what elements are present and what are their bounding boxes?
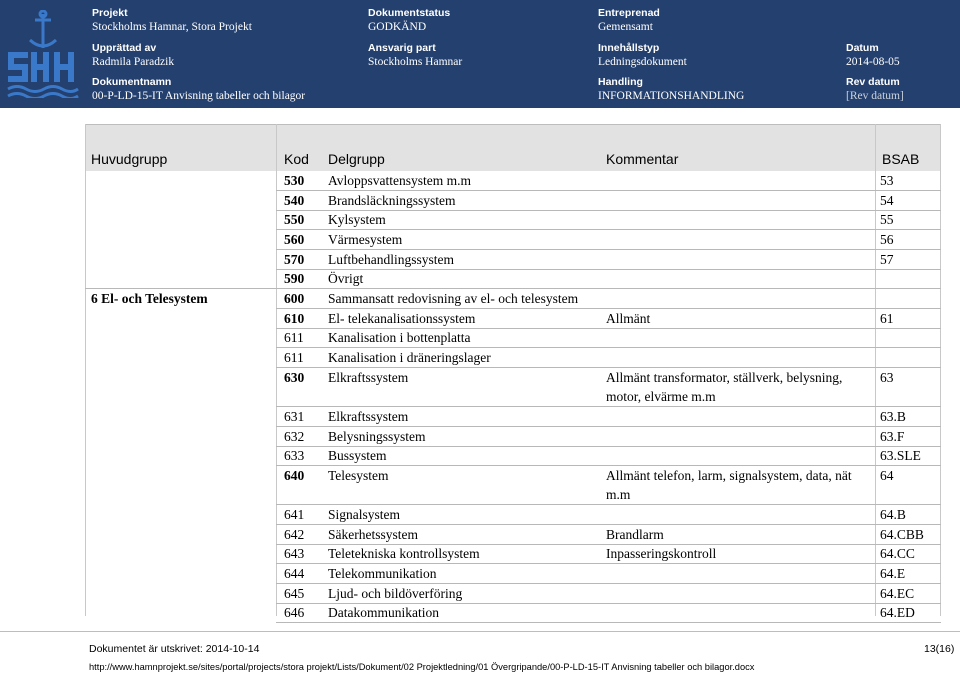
cell-delgrupp: Datakommunikation (328, 605, 439, 620)
table-row (85, 171, 941, 191)
field-upprattad-av (92, 41, 174, 70)
cell-delgrupp: Kanalisation i bottenplatta (328, 330, 471, 345)
cell-kod: 641 (284, 507, 305, 522)
cell-bsab: 64.CBB (880, 527, 924, 542)
header-kod: Kod (284, 151, 309, 167)
table-row (85, 289, 941, 309)
cell-kod: 642 (284, 527, 305, 542)
cell-bsab: 64 (880, 468, 894, 483)
header-delgrupp: Delgrupp (328, 151, 385, 167)
field-value: INFORMATIONSHANDLING (598, 90, 745, 102)
field-value: Gemensamt (598, 21, 653, 33)
cell-kod: 600 (284, 291, 305, 306)
cell-delgrupp: Sammansatt redovisning av el- och telesystem (328, 291, 579, 306)
table-row (85, 584, 941, 604)
row-divider (276, 622, 941, 623)
field-value: 2014-08-05 (846, 56, 900, 68)
cell-kod: 630 (284, 370, 305, 385)
field-value: GODKÄND (368, 21, 427, 33)
field-label: Innehållstyp (598, 42, 660, 54)
cell-kod: 590 (284, 271, 305, 286)
cell-kommentar: Allmänt (606, 311, 651, 326)
table-header (85, 124, 941, 171)
cell-kommentar: Inpasseringskontroll (606, 546, 717, 561)
field-datum (846, 41, 900, 70)
cell-bsab: 53 (880, 173, 894, 188)
table-row (85, 230, 941, 250)
header-kommentar: Kommentar (606, 151, 679, 167)
document-url: http://www.hamnprojekt.se/sites/portal/projects/stora projekt/Lists/Dokument/02 Projektledning/01 Övergripande/00-P-LD-15-IT Anvisning tabeller och bilagor.docx (89, 662, 755, 672)
table-row (85, 309, 941, 329)
cell-delgrupp: Brandsläckningssystem (328, 193, 456, 208)
cell-huvudgrupp: 6 El- och Telesystem (91, 291, 208, 306)
cell-delgrupp: Kanalisation i dräneringslager (328, 350, 491, 365)
cell-delgrupp: Bussystem (328, 448, 387, 463)
table-row (85, 368, 941, 407)
field-rev-datum (846, 75, 904, 104)
table-row (85, 505, 941, 525)
field-entreprenad (598, 6, 660, 35)
field-dokumentnamn (92, 75, 305, 104)
field-value: Radmila Paradzik (92, 56, 175, 68)
field-label: Datum (846, 42, 879, 54)
table-row (85, 544, 941, 564)
cell-bsab: 57 (880, 252, 894, 267)
table-row (85, 328, 941, 348)
cell-delgrupp: Telesystem (328, 468, 389, 483)
cell-delgrupp: Avloppsvattensystem m.m (328, 173, 471, 188)
cell-kod: 570 (284, 252, 305, 267)
footer-divider (0, 631, 960, 632)
field-innehallstyp (598, 41, 687, 70)
cell-delgrupp: Telekommunikation (328, 566, 437, 581)
cell-kod: 610 (284, 311, 305, 326)
cell-bsab: 61 (880, 311, 894, 326)
cell-delgrupp: Luftbehandlingssystem (328, 252, 454, 267)
cell-bsab: 55 (880, 212, 894, 227)
cell-delgrupp: Övrigt (328, 271, 364, 286)
cell-kommentar-line2: m.m (606, 487, 631, 502)
field-label: Ansvarig part (368, 42, 436, 54)
cell-delgrupp: Kylsystem (328, 212, 386, 227)
field-ansvarig-part (368, 41, 462, 70)
field-label: Dokumentstatus (368, 7, 451, 19)
cell-bsab: 63 (880, 370, 894, 385)
cell-kod: 644 (284, 566, 305, 581)
cell-bsab: 56 (880, 232, 894, 247)
field-handling (598, 75, 744, 104)
cell-kod: 645 (284, 586, 305, 601)
field-label: Handling (598, 76, 643, 88)
document-header (0, 0, 960, 108)
table-row (85, 210, 941, 230)
table-row (85, 466, 941, 505)
field-label: Rev datum (846, 76, 900, 88)
table-row (85, 269, 941, 289)
cell-kod: 632 (284, 429, 305, 444)
cell-delgrupp: Elkraftssystem (328, 370, 409, 385)
cell-bsab: 64.ED (880, 605, 915, 620)
field-value: Ledningsdokument (598, 56, 687, 68)
table-row (85, 427, 941, 447)
table-row (85, 250, 941, 270)
cell-kommentar: Allmänt transformator, ställverk, belysning, (606, 370, 843, 385)
cell-bsab: 64.B (880, 507, 906, 522)
field-value: [Rev datum] (846, 90, 904, 102)
print-date: Dokumentet är utskrivet: 2014-10-14 (89, 643, 260, 655)
cell-delgrupp: El- telekanalisationssystem (328, 311, 476, 326)
header-bsab: BSAB (882, 151, 920, 167)
cell-delgrupp: Elkraftssystem (328, 409, 409, 424)
cell-delgrupp: Signalsystem (328, 507, 401, 522)
field-value: 00-P-LD-15-IT Anvisning tabeller och bilagor (92, 90, 306, 102)
cell-kod: 643 (284, 546, 305, 561)
cell-delgrupp: Teletekniska kontrollsystem (328, 546, 480, 561)
table-row (85, 603, 941, 623)
cell-kod: 631 (284, 409, 305, 424)
cell-kommentar: Brandlarm (606, 527, 664, 542)
cell-kommentar: Allmänt telefon, larm, signalsystem, data, nät (606, 468, 852, 483)
field-label: Projekt (92, 7, 128, 19)
table-row (85, 191, 941, 211)
table-row (85, 446, 941, 466)
cell-bsab: 64.CC (880, 546, 915, 561)
cell-delgrupp: Ljud- och bildöverföring (328, 586, 463, 601)
cell-kod: 611 (284, 330, 304, 345)
cell-delgrupp: Belysningssystem (328, 429, 426, 444)
cell-kod: 640 (284, 468, 305, 483)
field-dokumentstatus (368, 6, 450, 35)
shh-logo (6, 10, 80, 98)
field-label: Dokumentnamn (92, 76, 172, 88)
cell-kod: 530 (284, 173, 305, 188)
field-value: Stockholms Hamnar (368, 56, 463, 68)
cell-bsab: 54 (880, 193, 894, 208)
cell-kod: 646 (284, 605, 305, 620)
cell-bsab: 64.E (880, 566, 906, 581)
cell-kod: 560 (284, 232, 305, 247)
cell-bsab: 63.SLE (880, 448, 921, 463)
field-label: Upprättad av (92, 42, 157, 54)
cell-bsab: 64.EC (880, 586, 915, 601)
table-row (85, 525, 941, 545)
page-number: 13(16) (924, 643, 955, 655)
cell-kommentar-line2: motor, elvärme m.m (606, 389, 716, 404)
table-row (85, 348, 941, 368)
cell-kod: 611 (284, 350, 304, 365)
field-value: Stockholms Hamnar, Stora Projekt (92, 21, 252, 33)
table-row (85, 407, 941, 427)
cell-bsab: 63.F (880, 429, 905, 444)
field-projekt (92, 6, 252, 35)
cell-delgrupp: Säkerhetssystem (328, 527, 418, 542)
table-row (85, 564, 941, 584)
cell-kod: 540 (284, 193, 305, 208)
header-huvudgrupp: Huvudgrupp (91, 151, 168, 167)
cell-kod: 550 (284, 212, 305, 227)
cell-bsab: 63.B (880, 409, 906, 424)
field-label: Entreprenad (598, 7, 660, 19)
cell-kod: 633 (284, 448, 305, 463)
cell-delgrupp: Värmesystem (328, 232, 403, 247)
